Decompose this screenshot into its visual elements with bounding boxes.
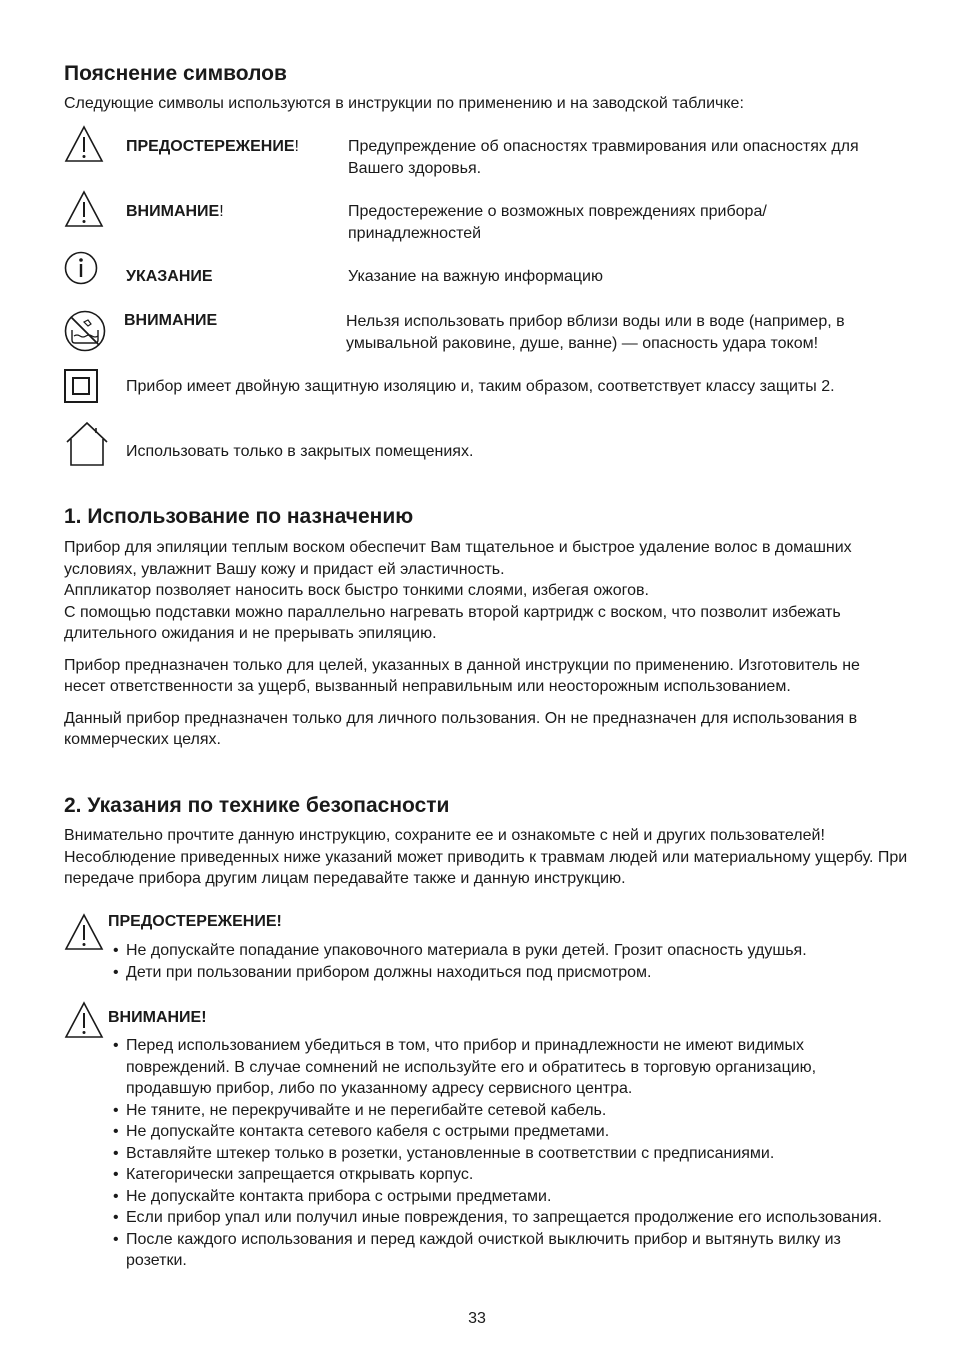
list-item: • Не тяните, не перекручивайте и не перегибайте сетевой кабель. (113, 1100, 903, 1122)
caution-label: ВНИМАНИЕ! (108, 1009, 207, 1026)
symbol-text-caution: Предостережение о возможных повреждениях прибора/принадлежностей (348, 203, 767, 242)
warning-triangle-icon (64, 190, 104, 228)
class2-text: Прибор имеет двойную защитную изоляцию и, таким образом, соответствует классу защиты 2. (126, 378, 835, 395)
caution-list (113, 1035, 903, 1272)
symbols-intro: Следующие символы используются в инструкции по применению и на заводской табличке: (64, 95, 744, 112)
section2-title: 2. Указания по технике безопасности (64, 794, 450, 817)
list-item: • Не допускайте контакта сетевого кабеля с острыми предметами. (113, 1121, 903, 1143)
warning-triangle-icon (64, 913, 104, 951)
page-number: 33 (468, 1310, 486, 1327)
section1-paragraph: Данный прибор предназначен только для личного пользования. Он не предназначен для использования в коммерческих целях. (64, 709, 858, 748)
section1-title: 1. Использование по назначению (64, 505, 414, 528)
warning-triangle-icon (64, 1001, 104, 1039)
section1-paragraph: С помощью подставки можно параллельно нагревать второй картридж с воском, что позволит избежать длительного ожидания и не прерывать эпиляцию. (64, 603, 841, 642)
warning-label: ПРЕДОСТЕРЕЖЕНИЕ! (108, 913, 282, 930)
warning-list (113, 940, 903, 983)
list-item: • Не допускайте контакта прибора с острыми предметами. (113, 1186, 903, 1208)
symbol-label-water: ВНИМАНИЕ (124, 312, 218, 329)
section1-body (64, 537, 904, 751)
house-icon (64, 420, 110, 466)
list-item: • Категорически запрещается открывать корпус. (113, 1164, 903, 1186)
symbol-text-warning: Предупреждение об опасностях травмирования или опасностях для Вашего здоровья. (348, 138, 859, 177)
list-item: • После каждого использования и перед каждой очисткой выключить прибор и вытянуть вилку из розетки. (113, 1229, 903, 1272)
no-water-icon (64, 310, 106, 352)
section2-intro: Внимательно прочтите данную инструкцию, сохраните ее и ознакомьте с ней и других пользователей! Несоблюдение приведенных ниже указаний может приводить к травмам людей или материальному ущербу. При передаче прибора другим лицам передавайте также и данную инструкцию. (64, 827, 908, 887)
symbol-label-caution: ВНИМАНИЕ! (126, 203, 224, 220)
section1-paragraph: Аппликатор позволяет наносить воск быстро тонкими слоями, избегая ожогов. (64, 582, 649, 599)
symbols-title: Пояснение символов (64, 62, 287, 85)
double-insulation-icon (64, 369, 98, 403)
list-item: • Дети при пользовании прибором должны находиться под присмотром. (113, 962, 903, 984)
section1-paragraph: Прибор для эпиляции теплым воском обеспечит Вам тщательное и быстрое удаление волос в домашних условиях, увлажнит Вашу кожу и придаст ей эластичность. (64, 539, 852, 578)
info-icon (64, 251, 98, 285)
list-item: • Если прибор упал или получил иные повреждения, то запрещается продолжение его использования. (113, 1207, 903, 1229)
list-item: • Перед использованием убедиться в том, что прибор и принадлежности не имеют видимых повреждений. В случае сомнений не используйте его и обратитесь в торговую организацию, продавшую прибор, либо по указанному адресу сервисного центра. (113, 1035, 903, 1100)
symbol-label-warning: ПРЕДОСТЕРЕЖЕНИЕ! (126, 138, 299, 155)
symbol-text-water: Нельзя использовать прибор вблизи воды или в воде (например, в умывальной раковине, душе, ванне) — опасность удара током! (346, 313, 845, 352)
list-item: • Вставляйте штекер только в розетки, установленные в соответствии с предписаниями. (113, 1143, 903, 1165)
symbol-text-note: Указание на важную информацию (348, 268, 603, 285)
section1-paragraph: Прибор предназначен только для целей, указанных в данной инструкции по применению. Изготовитель не несет ответственности за ущерб, вызванный неправильным или неосторожным использованием. (64, 656, 860, 695)
indoor-text: Использовать только в закрытых помещениях. (126, 443, 474, 460)
warning-triangle-icon (64, 125, 104, 163)
list-item: • Не допускайте попадание упаковочного материала в руки детей. Грозит опасность удушья. (113, 940, 903, 962)
symbol-label-note: УКАЗАНИЕ (126, 268, 213, 285)
